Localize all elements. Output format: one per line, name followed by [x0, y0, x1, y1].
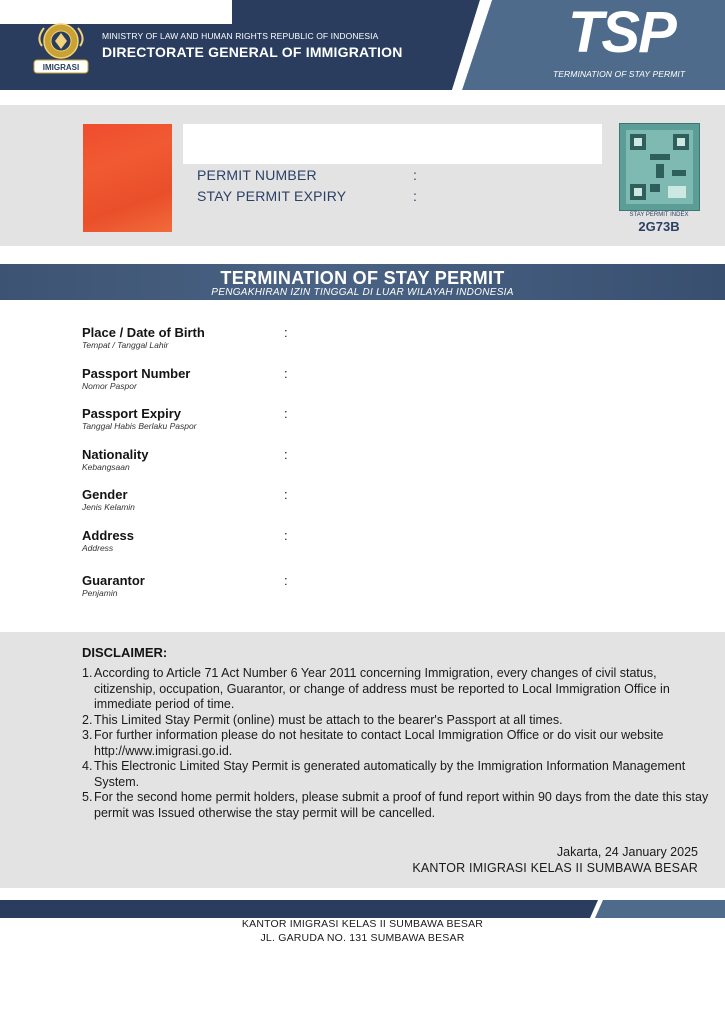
- issue-place-date: Jakarta, 24 January 2025: [556, 845, 698, 859]
- field-label: Passport Number: [82, 366, 191, 381]
- field-label: Passport Expiry: [82, 406, 181, 421]
- disclaimer-item-number: 1.: [82, 666, 93, 680]
- field-gender: [82, 487, 135, 513]
- field-sub-label: Kebangsaan: [82, 462, 130, 472]
- document-header: [0, 0, 725, 90]
- stay-permit-expiry-colon: :: [413, 188, 417, 204]
- section-subtitle: PENGAKHIRAN IZIN TINGGAL DI LUAR WILAYAH INDONESIA: [211, 287, 514, 298]
- field-place-date-of-birth: [82, 325, 205, 351]
- holder-photo: [83, 124, 172, 232]
- stay-permit-index-label: STAY PERMIT INDEX: [629, 212, 689, 218]
- field-sub-label: Tempat / Tanggal Lahir: [82, 340, 169, 350]
- immigration-emblem-icon: [28, 20, 94, 76]
- disclaimer-item-text: According to Article 71 Act Number 6 Year 2011 concerning Immigration, every changes of civil status, citizenship, occupation, Guarantor, or change of address must be reported to Local Immigration Office in immediate period of time.: [94, 666, 670, 711]
- emblem-label: IMIGRASI: [42, 63, 80, 72]
- field-colon: :: [284, 406, 288, 421]
- permit-number-label: PERMIT NUMBER: [197, 167, 317, 183]
- field-sub-label: Penjamin: [82, 588, 118, 598]
- field-sub-label: Tanggal Habis Berlaku Paspor: [82, 421, 197, 431]
- field-colon: :: [284, 487, 288, 502]
- field-sub-label: Nomor Paspor: [82, 381, 137, 391]
- field-nationality: [82, 447, 148, 473]
- field-sub-label: Address: [82, 543, 114, 553]
- disclaimer-item-number: 3.: [82, 728, 93, 742]
- permit-number-colon: :: [413, 167, 417, 183]
- disclaimer-title: DISCLAIMER:: [82, 645, 168, 660]
- field-colon: :: [284, 528, 288, 543]
- disclaimer-item-text: For further information please do not hesitate to contact Local Immigration Office or do visit our website http://www.imigrasi.go.id.: [94, 728, 664, 758]
- ministry-name: MINISTRY OF LAW AND HUMAN RIGHTS REPUBLIC OF INDONESIA: [102, 31, 379, 41]
- directorate-name: DIRECTORATE GENERAL OF IMMIGRATION: [102, 44, 403, 60]
- field-passport-number: [82, 366, 190, 392]
- disclaimer-item: [82, 759, 714, 790]
- tsp-logo: TSP: [568, 0, 675, 65]
- disclaimer-item: [82, 713, 714, 729]
- disclaimer-panel: [0, 632, 725, 888]
- section-title: TERMINATION OF STAY PERMIT: [220, 268, 505, 288]
- footer-bar: [0, 900, 725, 918]
- disclaimer-item: [82, 728, 714, 759]
- footer-office-name: KANTOR IMIGRASI KELAS II SUMBAWA BESAR: [241, 918, 484, 930]
- field-colon: :: [284, 573, 288, 588]
- field-colon: :: [284, 447, 288, 462]
- field-label: Nationality: [82, 447, 149, 462]
- field-address: [82, 528, 134, 554]
- permit-summary-panel: [0, 105, 725, 246]
- field-label: Address: [82, 528, 135, 543]
- field-sub-label: Jenis Kelamin: [82, 502, 135, 512]
- field-passport-expiry: [82, 406, 197, 432]
- holder-name-field: [183, 124, 602, 164]
- disclaimer-item: [82, 666, 714, 713]
- qr-code-icon: [619, 123, 700, 211]
- disclaimer-list: [82, 666, 714, 821]
- field-label: Gender: [82, 487, 128, 502]
- field-colon: :: [284, 366, 288, 381]
- disclaimer-item-text: This Limited Stay Permit (online) must be attach to the bearer's Passport at all times.: [94, 712, 563, 727]
- stay-permit-index-value: 2G73B: [638, 219, 680, 234]
- disclaimer-item-text: This Electronic Limited Stay Permit is generated automatically by the Immigration Information Management System.: [94, 759, 686, 789]
- disclaimer-item-text: For the second home permit holders, please submit a proof of fund report within 90 days from the date this stay permit was Issued otherwise the stay permit will be cancelled.: [94, 790, 709, 820]
- issuing-office: KANTOR IMIGRASI KELAS II SUMBAWA BESAR: [412, 861, 698, 875]
- field-label: Guarantor: [82, 573, 145, 588]
- field-colon: :: [284, 325, 288, 340]
- footer-office-address: JL. GARUDA NO. 131 SUMBAWA BESAR: [260, 932, 465, 944]
- field-label: Place / Date of Birth: [82, 325, 205, 340]
- stay-permit-expiry-label: STAY PERMIT EXPIRY: [197, 188, 347, 204]
- field-guarantor: [82, 573, 145, 599]
- disclaimer-item-number: 2.: [82, 712, 93, 727]
- disclaimer-item-number: 4.: [82, 759, 93, 773]
- disclaimer-item-number: 5.: [82, 790, 93, 804]
- disclaimer-item: [82, 790, 714, 821]
- tsp-logo-subtitle: TERMINATION OF STAY PERMIT: [553, 69, 686, 79]
